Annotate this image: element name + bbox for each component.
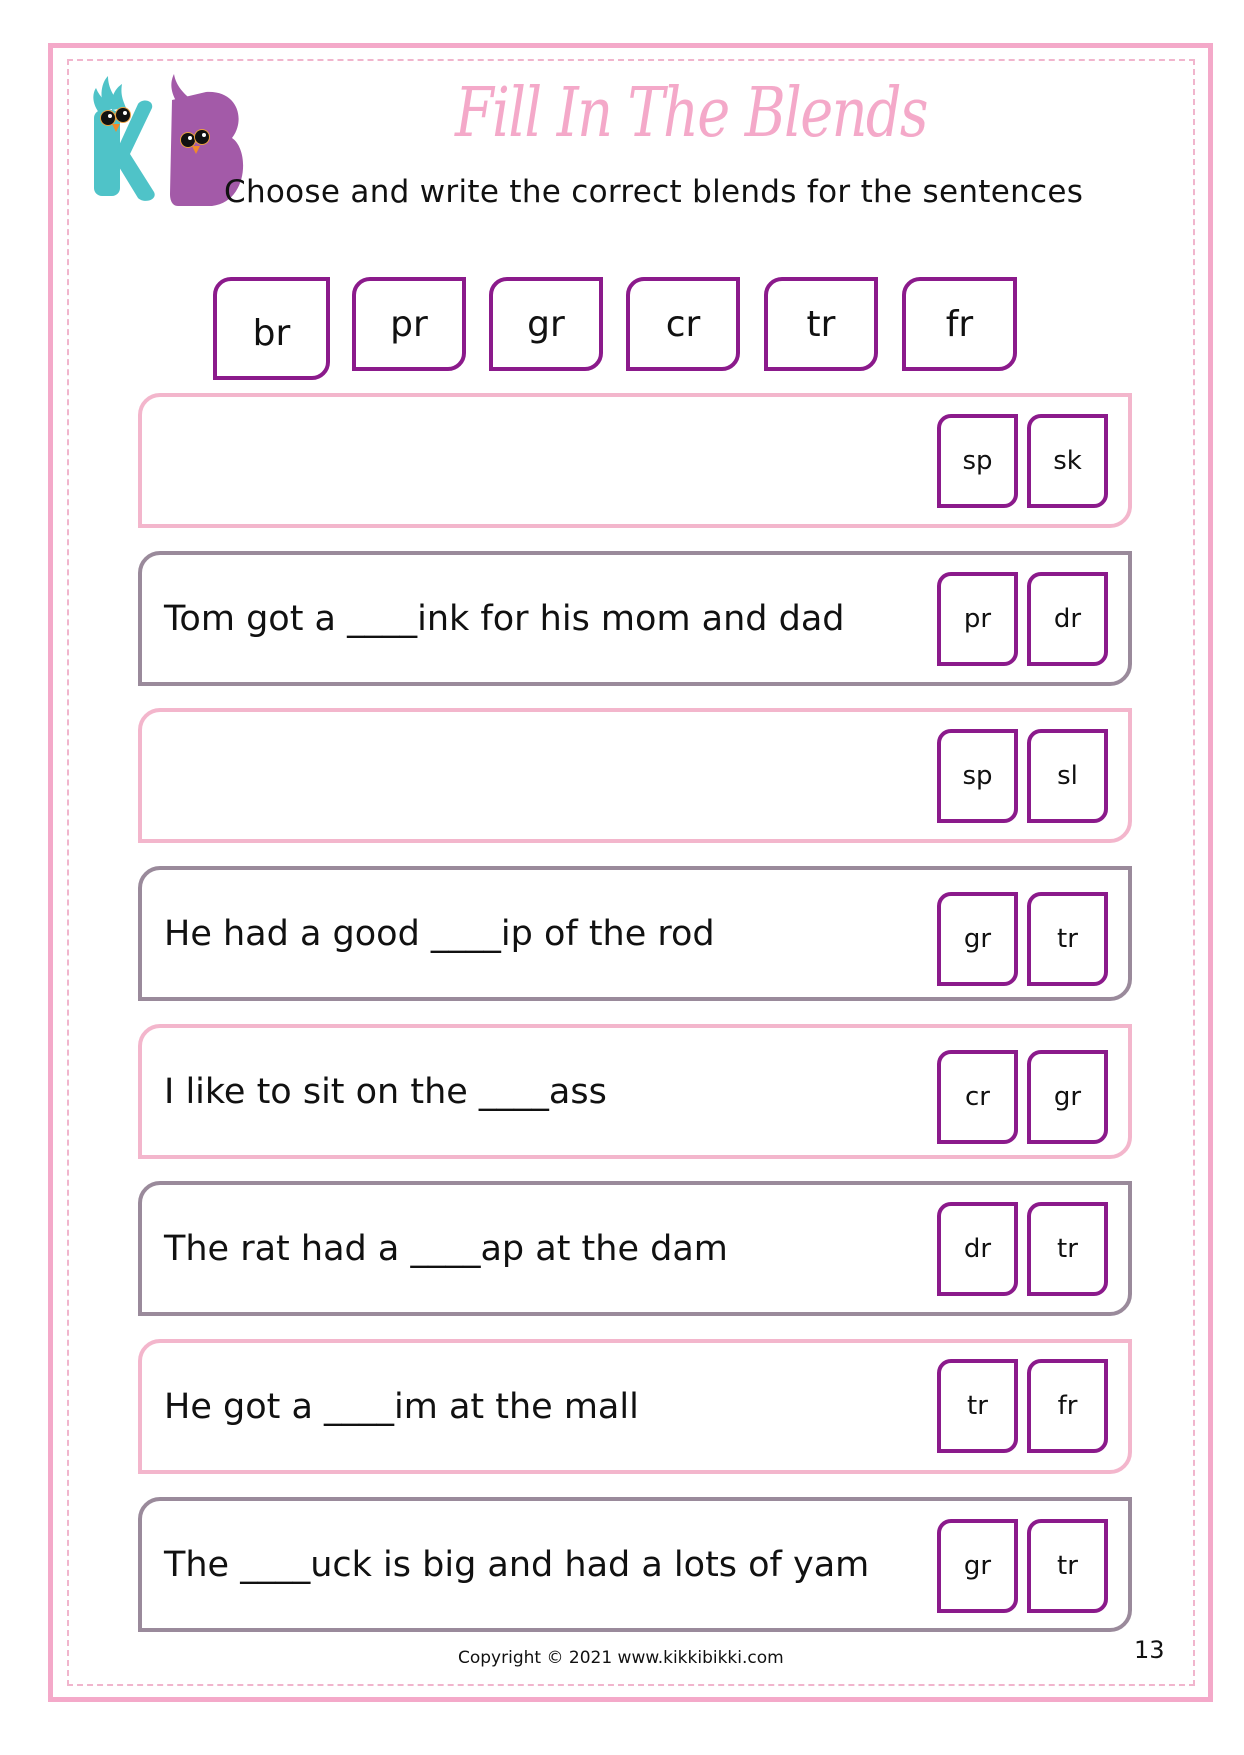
option-tile[interactable]: fr <box>1027 1359 1108 1453</box>
sentence-row-2 <box>138 551 1132 686</box>
sentence-text[interactable]: Tom got a ____ink for his mom and dad <box>164 598 845 639</box>
worksheet-title: Fill In The Blends <box>455 74 927 153</box>
option-tile[interactable]: pr <box>937 572 1018 666</box>
blend-tile-tr[interactable]: tr <box>764 277 878 371</box>
sentence-row-1 <box>138 393 1132 528</box>
option-tile[interactable]: sl <box>1027 729 1108 823</box>
sentence-text[interactable]: The ____uck is big and had a lots of yam <box>164 1544 870 1585</box>
blend-tile-br[interactable]: br <box>213 277 330 380</box>
sentence-row-3 <box>138 708 1132 843</box>
blend-tile-gr[interactable]: gr <box>489 277 603 371</box>
sentence-text[interactable]: He had a good ____ip of the rod <box>164 913 715 954</box>
option-tile[interactable]: tr <box>937 1359 1018 1453</box>
sentence-text[interactable]: He got a ____im at the mall <box>164 1386 639 1427</box>
option-tile[interactable]: dr <box>1027 572 1108 666</box>
sentence-row-4 <box>138 866 1132 1001</box>
option-tile[interactable]: sp <box>937 729 1018 823</box>
option-tile[interactable]: gr <box>937 892 1018 986</box>
blend-tile-fr[interactable]: fr <box>902 277 1017 371</box>
option-tile[interactable]: sp <box>937 414 1018 508</box>
option-tile[interactable]: tr <box>1027 892 1108 986</box>
copyright-text: Copyright © 2021 www.kikkibikki.com <box>458 1648 784 1668</box>
worksheet-instructions: Choose and write the correct blends for the sentences <box>224 174 1084 210</box>
option-tile[interactable]: cr <box>937 1050 1018 1144</box>
sentence-row-5 <box>138 1024 1132 1159</box>
option-tile[interactable]: tr <box>1027 1202 1108 1296</box>
sentence-row-7 <box>138 1339 1132 1474</box>
option-tile[interactable]: gr <box>1027 1050 1108 1144</box>
sentence-text[interactable]: The rat had a ____ap at the dam <box>164 1228 728 1269</box>
blend-tile-pr[interactable]: pr <box>352 277 466 371</box>
option-tile[interactable]: dr <box>937 1202 1018 1296</box>
option-tile[interactable]: sk <box>1027 414 1108 508</box>
option-tile[interactable]: gr <box>937 1519 1018 1613</box>
blend-tile-cr[interactable]: cr <box>626 277 740 371</box>
sentence-row-6 <box>138 1181 1132 1316</box>
page-number: 13 <box>1134 1636 1165 1664</box>
sentence-text[interactable]: I like to sit on the ____ass <box>164 1071 607 1112</box>
option-tile[interactable]: tr <box>1027 1519 1108 1613</box>
sentence-row-8 <box>138 1497 1132 1632</box>
